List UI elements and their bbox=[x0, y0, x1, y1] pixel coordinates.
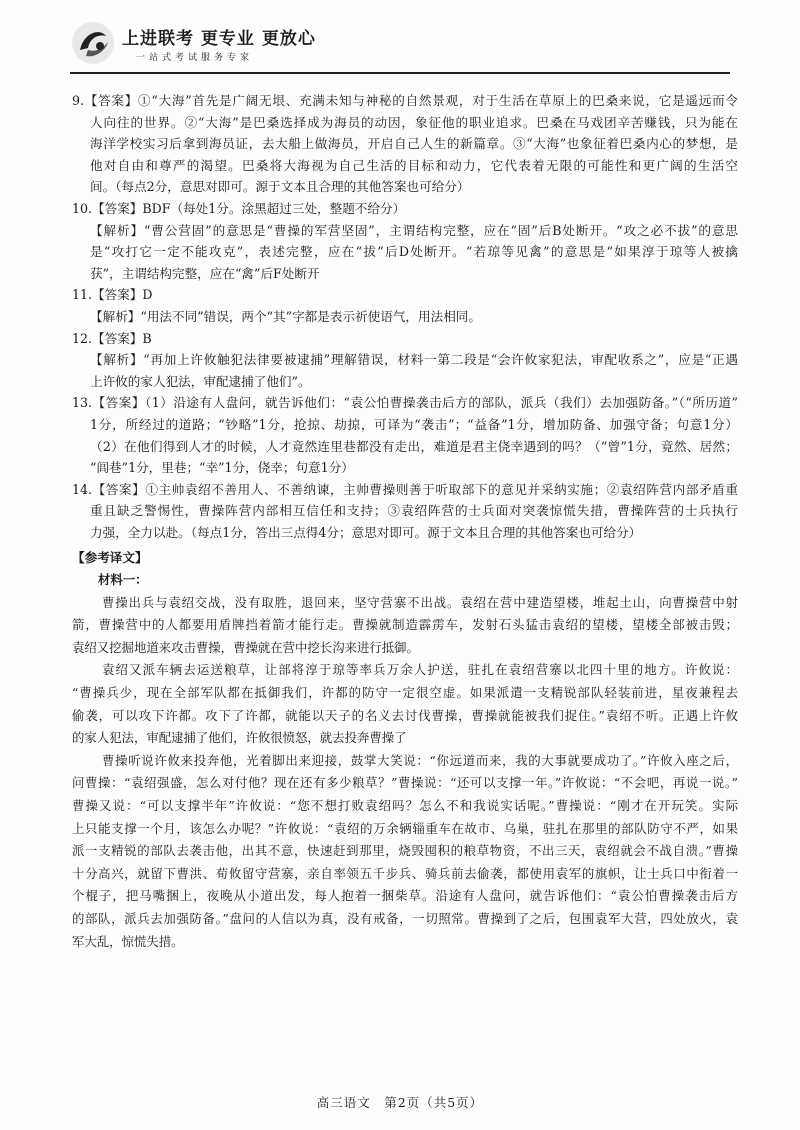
question-11 bbox=[72, 284, 738, 327]
text-line: 获”，主谓结构完整，应在“禽”后F处断开 bbox=[90, 265, 320, 281]
text-line: 13.【答案】（1）沿途有人盘问，就告诉他们：“袁公怕曹操袭击后方的部队，派兵（我们）去加强防备。”（“所历道” bbox=[72, 395, 738, 411]
paragraph bbox=[72, 659, 738, 749]
text-line: 偷袭，可以攻下许都。攻下了许都，就能以天子的名义去讨伐曹操，曹操就能被我们捉住。”袁绍不听。正遇上许攸 bbox=[72, 707, 738, 723]
text-line: 人向往的世界。②“大海”是巴桑选择成为海员的动因，象征他的职业追求。巴桑在马戏团辛苦赚钱，只为能在 bbox=[90, 114, 738, 130]
brand-subslogan: 一站式考试服务专家 bbox=[136, 53, 254, 63]
text-line: 他对自由和尊严的渴望。巴桑将大海视为自己生活的目标和动力，它代表着无限的可能性和更广阔的生活空 bbox=[90, 157, 738, 173]
text-line: 袁绍又派车辆去运送粮草，让部将淳于琼等率兵万余人护送，驻扎在袁绍营寨以北四十里的地方。许攸说： bbox=[102, 662, 738, 678]
text-line: 上许攸的家人犯法，审配逮捕了他们”。 bbox=[90, 373, 311, 389]
question-14 bbox=[72, 479, 738, 544]
page-header bbox=[70, 20, 730, 80]
text-line: 派一支精锐的部队去袭击他，出其不意，快速赶到那里，烧毁囤积的粮草物资，不出三天，袁绍就会不战自溃。”曹操 bbox=[72, 843, 738, 859]
text-line: “闾巷”1分，里巷；“幸”1分，侥幸；句意1分） bbox=[90, 460, 354, 476]
text-line: 是“攻打它一定不能攻克”，表述完整，应在“拔”后D处断开。“若琼等见禽”的意思是“如果淳于琼等人被擒 bbox=[90, 244, 738, 260]
paragraph bbox=[72, 592, 738, 660]
text-line: “曹操兵少，现在全部军队都在抵御我们，许都的防守一定很空虚。如果派遣一支精锐部队轻装前进，星夜兼程去 bbox=[72, 685, 738, 701]
text-line: 14.【答案】①主帅袁绍不善用人、不善纳谏，主帅曹操则善于听取部下的意见并采纳实施；②袁绍阵营内部矛盾重 bbox=[72, 481, 738, 497]
text-line: 上只能支撑一个月，该怎么办呢？”许攸说：“袁绍的万余辆辎重车在故市、乌巢，驻扎在那里的部队防守不严，如果 bbox=[72, 820, 738, 836]
text-line: 11.【答案】D bbox=[72, 287, 153, 303]
text-line: 【解析】“曹公营固”的意思是“曹操的军营坚固”，主谓结构完整，应在“固”后B处断开。“攻之必不拔”的意思 bbox=[90, 222, 738, 238]
text-line: 海洋学校实习后拿到海员证，去大船上做海员，开启自己人生的新篇章。③“大海”也象征着巴桑内心的梦想，是 bbox=[90, 136, 738, 152]
page-footer: 高三语文 第2页（共5页） bbox=[316, 1095, 484, 1110]
section-heading: 【参考译文】 bbox=[72, 550, 148, 566]
header-divider bbox=[70, 72, 730, 74]
brand-logo-icon bbox=[70, 20, 116, 66]
text-line: 曹操听说许攸来投奔他，光着脚出来迎接，鼓掌大笑说：“你远道而来，我的大事就要成功了。”许攸入座之后， bbox=[102, 752, 738, 768]
text-line: 9.【答案】①“大海”首先是广阔无垠、充满未知与神秘的自然景观，对于生活在草原上的巴桑来说，它是遥远而令 bbox=[72, 93, 738, 108]
brand-slogan: 上进联考 更专业 更放心 bbox=[122, 29, 316, 49]
text-line: 间。（每点2分，意思对即可。源于文本且合理的其他答案也可给分） bbox=[90, 179, 470, 195]
text-line: 12.【答案】B bbox=[72, 330, 152, 346]
text-line: 力强，全力以赴。（每点1分，答出三点得4分；意思对即可。源于文本且合理的其他答案也可给分） bbox=[90, 524, 642, 540]
text-line: 个棍子，把马嘴捆上，夜晚从小道出发，每人抱着一捆柴草。沿途有人盘问，就告诉他们：“袁公怕曹操袭击后方 bbox=[72, 888, 738, 904]
question-13 bbox=[72, 392, 738, 478]
text-line: 10.【答案】BDF（每处1分。涂黑超过三处，整题不给分） bbox=[72, 200, 406, 216]
text-line: 军大乱，惊慌失措。 bbox=[72, 933, 184, 949]
question-10 bbox=[72, 198, 738, 284]
text-line: 袁绍又挖掘地道来攻击曹操，曹操就在营中挖长沟来进行抵御。 bbox=[72, 639, 419, 655]
text-line: 【解析】“再加上许攸触犯法律要被逮捕”理解错误，材料一第二段是“会许攸家犯法，审配收系之”，应是“正遇 bbox=[90, 352, 738, 368]
text-line: 1分，所经过的道路；“钞略”1分，抢掠、劫掠，可译为“袭击”；“益备”1分，增加防备、加强守备；句意1分） bbox=[90, 416, 738, 432]
text-line: （2）在他们得到人才的时候，人才竟然连里巷都没有走出，难道是君主侥幸遇到的吗？（“曾”1分，竟然、居然； bbox=[90, 438, 738, 454]
material-title: 材料一： bbox=[98, 572, 148, 588]
paragraph bbox=[72, 750, 738, 953]
text-line: 的部队，派兵去加强防备。”盘问的人信以为真，没有戒备，一切照常。曹操到了之后，包围袁军大营，四处放火，袁 bbox=[72, 910, 738, 926]
text-line: 箭，曹操营中的人都要用盾牌挡着箭才能行走。曹操就制造霹雳车，发射石头猛击袁绍的望楼，望楼全部被击毁； bbox=[72, 617, 738, 633]
text-line: 十分高兴，就留下曹洪、荀攸留守营寨，亲自率领五千步兵、骑兵前去偷袭，都使用袁军的旗帜，让士兵口中衔着一 bbox=[72, 865, 738, 881]
text-line: 重且缺乏警惕性，曹操阵营内部相互信任和支持；③袁绍阵营的士兵面对突袭惊慌失措，曹操阵营的士兵执行 bbox=[90, 503, 738, 519]
text-line: 【解析】“用法不同”错误，两个“其”字都是表示祈使语气，用法相同。 bbox=[90, 308, 481, 324]
text-line: 曹操又说：“可以支撑半年”许攸说：“您不想打败袁绍吗？怎么不和我说实话呢。”曹操说：“刚才在开玩笑。实际 bbox=[72, 798, 738, 813]
answer-content bbox=[72, 90, 738, 953]
question-12 bbox=[72, 328, 738, 393]
translation-body bbox=[72, 569, 738, 953]
text-line: 问曹操：“袁绍强盛，怎么对付他？现在还有多少粮草？”曹操说：“还可以支撑一年。”许攸说：“不会吧，再说一说。” bbox=[72, 775, 738, 791]
text-line: 的家人犯法，审配逮捕了他们，许攸很愤怒，就去投奔曹操了 bbox=[72, 730, 407, 746]
text-line: 曹操出兵与袁绍交战，没有取胜，退回来，坚守营寨不出战。袁绍在营中建造望楼，堆起土山，向曹操营中射 bbox=[102, 594, 738, 610]
question-9 bbox=[72, 90, 738, 198]
